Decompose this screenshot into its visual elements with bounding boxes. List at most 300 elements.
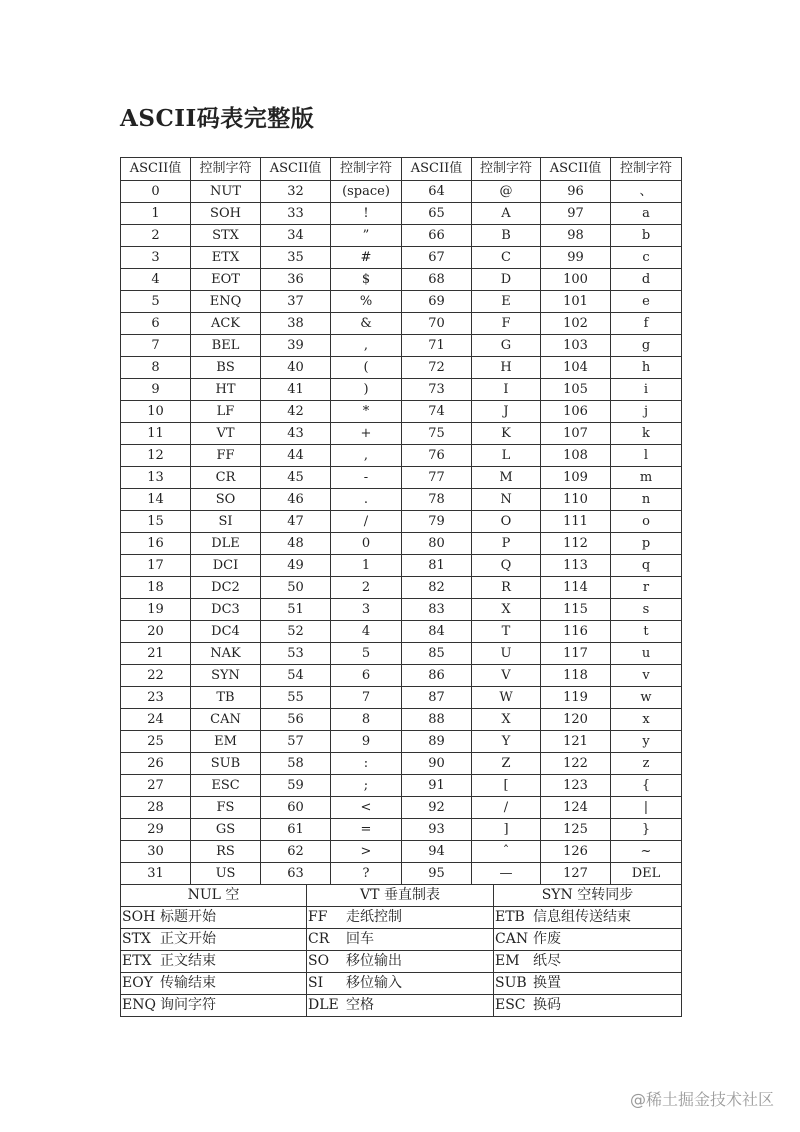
- ascii-value-cell: 114: [541, 577, 611, 599]
- column-header-ascii-value: ASCII值: [121, 158, 191, 181]
- control-char-cell: <: [331, 797, 402, 819]
- legend-abbreviation: EM: [495, 953, 520, 969]
- legend-description: 询问字符: [160, 997, 216, 1013]
- ascii-value-cell: 65: [402, 203, 472, 225]
- control-char-cell: /: [472, 797, 541, 819]
- control-char-cell: b: [611, 225, 682, 247]
- ascii-value-cell: 112: [541, 533, 611, 555]
- control-char-cell: g: [611, 335, 682, 357]
- legend-description: 移位输入: [346, 975, 402, 991]
- ascii-value-cell: 11: [121, 423, 191, 445]
- ascii-value-cell: 32: [261, 181, 331, 203]
- control-char-cell: h: [611, 357, 682, 379]
- legend-abbreviation: DLE: [308, 997, 339, 1013]
- control-char-cell: EM: [191, 731, 261, 753]
- ascii-value-cell: 42: [261, 401, 331, 423]
- legend-cell: [307, 907, 494, 929]
- control-char-cell: M: [472, 467, 541, 489]
- control-char-cell: BEL: [191, 335, 261, 357]
- control-char-cell: @: [472, 181, 541, 203]
- table-row: [121, 445, 682, 467]
- ascii-value-cell: 60: [261, 797, 331, 819]
- control-char-cell: e: [611, 291, 682, 313]
- legend-cell: [307, 929, 494, 951]
- column-header-ascii-value: ASCII值: [402, 158, 472, 181]
- column-header-control-char: 控制字符: [611, 158, 682, 181]
- control-char-cell: .: [331, 489, 402, 511]
- ascii-value-cell: 43: [261, 423, 331, 445]
- table-row: [121, 555, 682, 577]
- table-row: [121, 313, 682, 335]
- ascii-value-cell: 83: [402, 599, 472, 621]
- ascii-value-cell: 57: [261, 731, 331, 753]
- control-char-cell: O: [472, 511, 541, 533]
- ascii-value-cell: 98: [541, 225, 611, 247]
- legend-description: 换码: [533, 997, 561, 1013]
- ascii-value-cell: 35: [261, 247, 331, 269]
- control-char-cell: [: [472, 775, 541, 797]
- ascii-value-cell: 63: [261, 863, 331, 885]
- legend-description: 标题开始: [160, 909, 216, 925]
- control-char-cell: Z: [472, 753, 541, 775]
- table-row: [121, 401, 682, 423]
- table-row: [121, 841, 682, 863]
- column-header-control-char: 控制字符: [331, 158, 402, 181]
- control-char-cell: G: [472, 335, 541, 357]
- ascii-value-cell: 17: [121, 555, 191, 577]
- column-header-control-char: 控制字符: [472, 158, 541, 181]
- table-row: [121, 533, 682, 555]
- ascii-value-cell: 27: [121, 775, 191, 797]
- ascii-value-cell: 34: [261, 225, 331, 247]
- ascii-value-cell: 4: [121, 269, 191, 291]
- control-char-cell: +: [331, 423, 402, 445]
- control-char-cell: r: [611, 577, 682, 599]
- column-header-control-char: 控制字符: [191, 158, 261, 181]
- control-char-cell: DLE: [191, 533, 261, 555]
- control-char-cell: BS: [191, 357, 261, 379]
- table-row: [121, 577, 682, 599]
- control-char-cell: B: [472, 225, 541, 247]
- ascii-value-cell: 113: [541, 555, 611, 577]
- ascii-value-cell: 71: [402, 335, 472, 357]
- page-title: ASCII码表完整版: [120, 105, 315, 132]
- ascii-value-cell: 53: [261, 643, 331, 665]
- control-char-cell: ,: [331, 445, 402, 467]
- ascii-value-cell: 96: [541, 181, 611, 203]
- ascii-value-cell: 105: [541, 379, 611, 401]
- ascii-value-cell: 6: [121, 313, 191, 335]
- control-char-cell: STX: [191, 225, 261, 247]
- ascii-value-cell: 127: [541, 863, 611, 885]
- ascii-value-cell: 49: [261, 555, 331, 577]
- control-char-cell: —: [472, 863, 541, 885]
- control-char-cell: q: [611, 555, 682, 577]
- ascii-value-cell: 2: [121, 225, 191, 247]
- ascii-value-cell: 122: [541, 753, 611, 775]
- legend-description: 作废: [533, 931, 561, 947]
- control-char-cell: ,: [331, 335, 402, 357]
- ascii-value-cell: 67: [402, 247, 472, 269]
- legend-abbreviation: EOY: [122, 975, 153, 991]
- ascii-value-cell: 110: [541, 489, 611, 511]
- control-char-cell: F: [472, 313, 541, 335]
- ascii-value-cell: 39: [261, 335, 331, 357]
- control-char-cell: NAK: [191, 643, 261, 665]
- ascii-value-cell: 76: [402, 445, 472, 467]
- control-char-cell: RS: [191, 841, 261, 863]
- control-char-cell: s: [611, 599, 682, 621]
- control-char-cell: SOH: [191, 203, 261, 225]
- ascii-value-cell: 45: [261, 467, 331, 489]
- control-char-cell: NUT: [191, 181, 261, 203]
- ascii-value-cell: 52: [261, 621, 331, 643]
- legend-abbreviation: CAN: [495, 931, 529, 947]
- table-header-row: [121, 158, 682, 181]
- legend-row: [121, 995, 682, 1017]
- legend-header-row: [121, 885, 682, 907]
- ascii-value-cell: 55: [261, 687, 331, 709]
- ascii-value-cell: 80: [402, 533, 472, 555]
- legend-header-cell: SYN 空转同步: [494, 885, 682, 907]
- ascii-value-cell: 13: [121, 467, 191, 489]
- control-char-cell: m: [611, 467, 682, 489]
- table-row: [121, 709, 682, 731]
- ascii-value-cell: 20: [121, 621, 191, 643]
- ascii-value-cell: 123: [541, 775, 611, 797]
- control-char-cell: ”: [331, 225, 402, 247]
- legend-cell: [494, 951, 682, 973]
- table-row: [121, 225, 682, 247]
- table-row: [121, 247, 682, 269]
- control-char-cell: (: [331, 357, 402, 379]
- ascii-value-cell: 31: [121, 863, 191, 885]
- ascii-value-cell: 111: [541, 511, 611, 533]
- control-char-cell: C: [472, 247, 541, 269]
- legend-abbreviation: FF: [308, 909, 328, 925]
- legend-cell: [307, 995, 494, 1017]
- ascii-value-cell: 86: [402, 665, 472, 687]
- control-char-cell: w: [611, 687, 682, 709]
- ascii-value-cell: 9: [121, 379, 191, 401]
- control-char-cell: VT: [191, 423, 261, 445]
- ascii-table: [120, 157, 682, 885]
- ascii-value-cell: 68: [402, 269, 472, 291]
- ascii-value-cell: 82: [402, 577, 472, 599]
- ascii-value-cell: 116: [541, 621, 611, 643]
- control-char-cell: 0: [331, 533, 402, 555]
- ascii-value-cell: 103: [541, 335, 611, 357]
- legend-cell: [307, 973, 494, 995]
- control-char-cell: /: [331, 511, 402, 533]
- legend-row: [121, 973, 682, 995]
- ascii-value-cell: 104: [541, 357, 611, 379]
- control-char-cell: p: [611, 533, 682, 555]
- control-char-cell: a: [611, 203, 682, 225]
- control-char-cell: E: [472, 291, 541, 313]
- ascii-value-cell: 29: [121, 819, 191, 841]
- ascii-value-cell: 24: [121, 709, 191, 731]
- ascii-value-cell: 22: [121, 665, 191, 687]
- ascii-value-cell: 97: [541, 203, 611, 225]
- control-char-cell: 2: [331, 577, 402, 599]
- ascii-value-cell: 8: [121, 357, 191, 379]
- legend-cell: [494, 929, 682, 951]
- control-char-cell: A: [472, 203, 541, 225]
- ascii-value-cell: 100: [541, 269, 611, 291]
- ascii-value-cell: 44: [261, 445, 331, 467]
- control-char-cell: =: [331, 819, 402, 841]
- legend-abbreviation: SUB: [495, 975, 527, 991]
- ascii-value-cell: 121: [541, 731, 611, 753]
- control-char-cell: H: [472, 357, 541, 379]
- ascii-value-cell: 73: [402, 379, 472, 401]
- ascii-value-cell: 40: [261, 357, 331, 379]
- control-char-cell: *: [331, 401, 402, 423]
- control-char-cell: 9: [331, 731, 402, 753]
- control-char-cell: i: [611, 379, 682, 401]
- control-char-cell: X: [472, 709, 541, 731]
- ascii-value-cell: 61: [261, 819, 331, 841]
- legend-description: 正文结束: [160, 953, 216, 969]
- legend-abbreviation: SI: [308, 975, 324, 991]
- legend-cell: [121, 973, 307, 995]
- control-char-cell: CAN: [191, 709, 261, 731]
- control-char-cell: T: [472, 621, 541, 643]
- ascii-value-cell: 23: [121, 687, 191, 709]
- ascii-value-cell: 0: [121, 181, 191, 203]
- ascii-value-cell: 37: [261, 291, 331, 313]
- legend-description: 信息组传送结束: [533, 909, 631, 925]
- ascii-value-cell: 102: [541, 313, 611, 335]
- ascii-value-cell: 56: [261, 709, 331, 731]
- legend-cell: [121, 929, 307, 951]
- control-char-cell: n: [611, 489, 682, 511]
- legend-description: 正文开始: [160, 931, 216, 947]
- control-char-cell: j: [611, 401, 682, 423]
- table-row: [121, 621, 682, 643]
- ascii-value-cell: 47: [261, 511, 331, 533]
- control-char-cell: {: [611, 775, 682, 797]
- control-char-cell: DC3: [191, 599, 261, 621]
- ascii-value-cell: 58: [261, 753, 331, 775]
- legend-abbreviation: ESC: [495, 997, 526, 1013]
- ascii-value-cell: 119: [541, 687, 611, 709]
- ascii-value-cell: 50: [261, 577, 331, 599]
- ascii-value-cell: 70: [402, 313, 472, 335]
- ascii-value-cell: 115: [541, 599, 611, 621]
- control-char-cell: %: [331, 291, 402, 313]
- legend-row: [121, 907, 682, 929]
- legend-description: 空格: [346, 997, 374, 1013]
- ascii-value-cell: 90: [402, 753, 472, 775]
- table-row: [121, 489, 682, 511]
- table-row: [121, 775, 682, 797]
- ascii-value-cell: 91: [402, 775, 472, 797]
- ascii-value-cell: 38: [261, 313, 331, 335]
- ascii-table-body: [121, 181, 682, 885]
- legend-cell: [494, 907, 682, 929]
- ascii-value-cell: 74: [402, 401, 472, 423]
- control-char-cell: R: [472, 577, 541, 599]
- control-char-cell: f: [611, 313, 682, 335]
- table-row: [121, 643, 682, 665]
- legend-row: [121, 951, 682, 973]
- control-char-cell: HT: [191, 379, 261, 401]
- table-row: [121, 511, 682, 533]
- control-char-cell: ;: [331, 775, 402, 797]
- control-char-cell: Q: [472, 555, 541, 577]
- ascii-value-cell: 30: [121, 841, 191, 863]
- control-char-cell: d: [611, 269, 682, 291]
- ascii-value-cell: 72: [402, 357, 472, 379]
- control-char-cell: TB: [191, 687, 261, 709]
- ascii-value-cell: 21: [121, 643, 191, 665]
- control-char-cell: D: [472, 269, 541, 291]
- ascii-value-cell: 124: [541, 797, 611, 819]
- control-char-cell: $: [331, 269, 402, 291]
- legend-header-cell: VT 垂直制表: [307, 885, 494, 907]
- control-char-cell: FS: [191, 797, 261, 819]
- control-char-cell: DC2: [191, 577, 261, 599]
- legend-cell: [494, 995, 682, 1017]
- ascii-value-cell: 41: [261, 379, 331, 401]
- ascii-value-cell: 69: [402, 291, 472, 313]
- control-char-cell: LF: [191, 401, 261, 423]
- control-char-cell: U: [472, 643, 541, 665]
- control-char-cell: I: [472, 379, 541, 401]
- control-char-cell: l: [611, 445, 682, 467]
- control-char-cell: J: [472, 401, 541, 423]
- ascii-value-cell: 3: [121, 247, 191, 269]
- ascii-value-cell: 10: [121, 401, 191, 423]
- control-char-cell: 5: [331, 643, 402, 665]
- control-char-cell: ~: [611, 841, 682, 863]
- table-row: [121, 291, 682, 313]
- ascii-value-cell: 66: [402, 225, 472, 247]
- table-row: [121, 599, 682, 621]
- control-char-cell: ]: [472, 819, 541, 841]
- ascii-value-cell: 120: [541, 709, 611, 731]
- control-char-cell: SO: [191, 489, 261, 511]
- ascii-value-cell: 28: [121, 797, 191, 819]
- table-row: [121, 753, 682, 775]
- ascii-value-cell: 87: [402, 687, 472, 709]
- control-char-cell: !: [331, 203, 402, 225]
- table-row: [121, 819, 682, 841]
- control-char-cell: X: [472, 599, 541, 621]
- control-char-cell: L: [472, 445, 541, 467]
- column-header-ascii-value: ASCII值: [541, 158, 611, 181]
- control-char-cell: (space): [331, 181, 402, 203]
- control-char-cell: K: [472, 423, 541, 445]
- table-row: [121, 379, 682, 401]
- ascii-value-cell: 51: [261, 599, 331, 621]
- ascii-value-cell: 25: [121, 731, 191, 753]
- control-char-cell: -: [331, 467, 402, 489]
- control-char-cell: V: [472, 665, 541, 687]
- ascii-value-cell: 64: [402, 181, 472, 203]
- control-char-cell: 6: [331, 665, 402, 687]
- ascii-value-cell: 92: [402, 797, 472, 819]
- control-char-cell: k: [611, 423, 682, 445]
- legend-abbreviation: SO: [308, 953, 330, 969]
- legend-cell: [494, 973, 682, 995]
- control-char-cell: 1: [331, 555, 402, 577]
- table-row: [121, 665, 682, 687]
- legend-abbreviation: SOH: [122, 909, 156, 925]
- control-char-cell: &: [331, 313, 402, 335]
- control-char-cell: FF: [191, 445, 261, 467]
- control-char-cell: Y: [472, 731, 541, 753]
- control-char-cell: 4: [331, 621, 402, 643]
- ascii-value-cell: 33: [261, 203, 331, 225]
- ascii-value-cell: 75: [402, 423, 472, 445]
- ascii-value-cell: 85: [402, 643, 472, 665]
- control-char-cell: 、: [611, 181, 682, 203]
- control-char-cell: ): [331, 379, 402, 401]
- ascii-value-cell: 109: [541, 467, 611, 489]
- ascii-value-cell: 12: [121, 445, 191, 467]
- legend-description: 移位输出: [346, 953, 402, 969]
- ascii-value-cell: 78: [402, 489, 472, 511]
- ascii-value-cell: 118: [541, 665, 611, 687]
- control-char-cell: :: [331, 753, 402, 775]
- ascii-value-cell: 36: [261, 269, 331, 291]
- control-char-cell: >: [331, 841, 402, 863]
- table-row: [121, 335, 682, 357]
- legend-abbreviation: ETB: [495, 909, 525, 925]
- ascii-value-cell: 93: [402, 819, 472, 841]
- ascii-value-cell: 15: [121, 511, 191, 533]
- table-row: [121, 797, 682, 819]
- legend-abbreviation: STX: [122, 931, 151, 947]
- control-char-cell: y: [611, 731, 682, 753]
- table-row: [121, 863, 682, 885]
- ascii-value-cell: 84: [402, 621, 472, 643]
- ascii-value-cell: 14: [121, 489, 191, 511]
- ascii-value-cell: 94: [402, 841, 472, 863]
- ascii-value-cell: 18: [121, 577, 191, 599]
- ascii-value-cell: 106: [541, 401, 611, 423]
- control-char-cell: W: [472, 687, 541, 709]
- legend-cell: [307, 951, 494, 973]
- control-char-cell: ETX: [191, 247, 261, 269]
- ascii-value-cell: 79: [402, 511, 472, 533]
- ascii-value-cell: 88: [402, 709, 472, 731]
- control-char-cell: CR: [191, 467, 261, 489]
- ascii-value-cell: 95: [402, 863, 472, 885]
- control-char-cell: x: [611, 709, 682, 731]
- control-char-cell: SI: [191, 511, 261, 533]
- legend-cell: [121, 951, 307, 973]
- ascii-value-cell: 108: [541, 445, 611, 467]
- legend-header-cell: NUL 空: [121, 885, 307, 907]
- ascii-value-cell: 46: [261, 489, 331, 511]
- ascii-value-cell: 99: [541, 247, 611, 269]
- control-char-cell: SYN: [191, 665, 261, 687]
- table-row: [121, 731, 682, 753]
- ascii-value-cell: 16: [121, 533, 191, 555]
- control-char-cell: 7: [331, 687, 402, 709]
- ascii-value-cell: 54: [261, 665, 331, 687]
- control-char-cell: ESC: [191, 775, 261, 797]
- legend-description: 换置: [533, 975, 561, 991]
- table-row: [121, 687, 682, 709]
- control-char-cell: ENQ: [191, 291, 261, 313]
- control-char-cell: P: [472, 533, 541, 555]
- legend-cell: [121, 907, 307, 929]
